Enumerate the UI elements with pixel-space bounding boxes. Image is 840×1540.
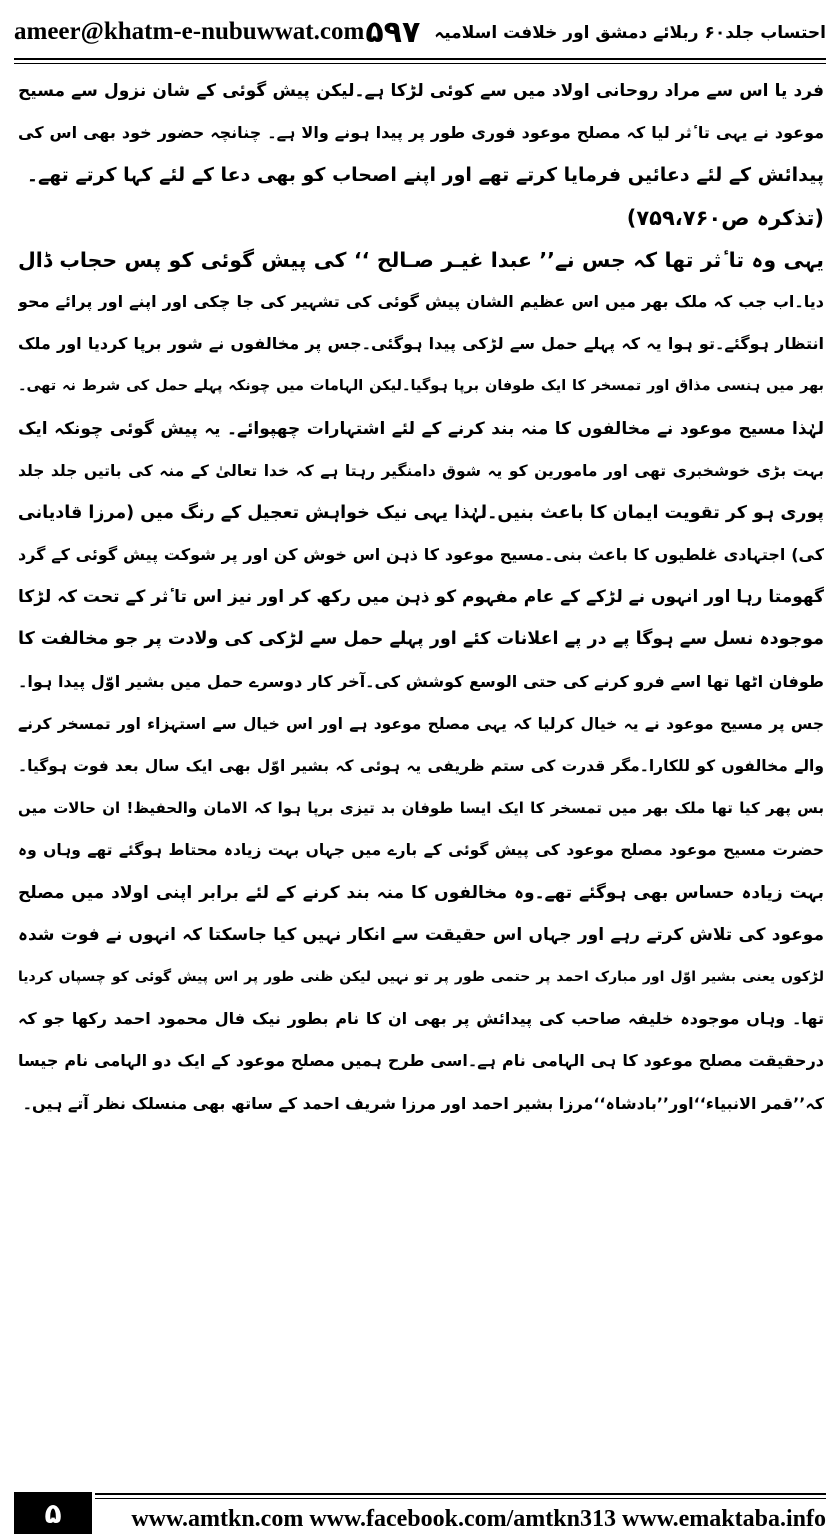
text-line: والے مخالفوں کو للکارا۔مگر قدرت کی ستم ظریفی یہ ہوئی کہ بشیر اوّل بھی ایک سال بعد فوت ہوگیا۔ — [18, 757, 824, 775]
text-line: یہی وہ تا ٔثر تھا کہ جس نے’’ عبدا غیـر صـالح ‘‘ کی پیش گوئی کو پس حجاب ڈال — [18, 247, 824, 272]
text-line: موجودہ نسل سے ہوگا پے در پے اعلانات کئے اور پہلے حمل سے لڑکی کی ولادت پر جو مخالفت کا — [18, 629, 824, 650]
text-line: پوری ہو کر تقویت ایمان کا باعث بنیں۔لہٰذا یہی نیک خواہش تعجیل کے رنگ میں (مرزا قادیانی — [18, 502, 824, 523]
text-line: موعود کی تلاش کرتے رہے اور جہاں اس حقیقت سے انکار نہیں کیا جاسکتا کہ انہوں نے فوت شدہ — [18, 924, 824, 945]
text-line: طوفان اٹھا تھا اسے فرو کرنے کی حتی الوسع کوشش کی۔آخر کار دوسرے حمل میں بشیر اوّل پیدا ہوا۔ — [18, 671, 824, 691]
text-line: تھا۔ وہاں موجودہ خلیفہ صاحب کی پیدائش پر بھی ان کا نام بطور نیک فال محمود احمد رکھا جو کہ — [18, 1009, 824, 1029]
footer-rule-thin — [95, 1498, 826, 1499]
text-line: گھومتا رہا اور انہوں نے لڑکے کے عام مفہوم کو ذہن میں رکھ کر اور نیز اس تا ٔثر کے تحت کہ لڑکا — [18, 587, 824, 608]
footer-page-number: ۵ — [14, 1492, 92, 1534]
footer-links: www.amtkn.com www.facebook.com/amtkn313 www.emaktaba.info — [131, 1505, 826, 1532]
header-rule-thin — [14, 63, 826, 64]
text-line: کہ’’قمر الانبیاء‘‘اور’’بادشاہ‘‘مرزا بشیر احمد اور مرزا شریف احمد کے ساتھ بھی منسلک نظر آتے ہیں۔ — [22, 1093, 824, 1113]
header-page-number: ۵۹۷ — [365, 14, 421, 50]
text-line: دیا۔اب جب کہ ملک بھر میں اس عظیم الشان پیش گوئی کی تشہیر کی جا چکی اور اپنے اور پرائے محو — [18, 291, 824, 311]
text-line: فرد یا اس سے مراد روحانی اولاد میں سے کوئی لڑکا ہے۔لیکن پیش گوئی کے شان نزول سے مسیح — [18, 81, 824, 101]
text-line: بہت بڑی خوشخبری تھی اور مامورین کو یہ شوق دامنگیر رہتا ہے کہ خدا تعالیٰ کے منہ کی باتیں جلد جلد — [18, 461, 824, 480]
page-header — [14, 10, 826, 54]
footer-rule — [95, 1493, 826, 1495]
text-line: انتظار ہوگئے۔تو ہوا یہ کہ پہلے حمل سے لڑکی پیدا ہوگئی۔جس پر مخالفوں نے شور برپا کردیا اور ملک — [18, 334, 824, 354]
text-line: موعود نے یہی تا ٔثر لیا کہ مصلح موعود فوری طور پر پیدا ہونے والا ہے۔ چنانچہ حضور خود بھی اس کی — [18, 123, 824, 143]
text-line: پیدائش کے لئے دعائیں فرمایا کرتے تھے اور اپنے اصحاب کو بھی دعا کے لئے کہا کرتے تھے۔ — [26, 164, 824, 187]
header-right — [365, 15, 826, 50]
text-line: درحقیقت مصلح موعود کا ہی الہامی نام ہے۔اسی طرح ہمیں مصلح موعود کے ایک دو الہامی نام جیسا — [18, 1051, 824, 1071]
text-line: جس پر مسیح موعود نے یہ خیال کرلیا کہ یہی مصلح موعود ہے اور اس خیال سے استہزاء اور تمسخر کرنے — [18, 714, 824, 733]
text-line: حضرت مسیح موعود مصلح موعود کی پیش گوئی کے بارے میں جہاں بہت زیادہ محتاط ہوگئے تھے وہاں وہ — [18, 841, 824, 860]
text-line: لڑکوں یعنی بشیر اوّل اور مبارک احمد پر حتمی طور پر تو نہیں لیکن ظنی طور پر اس پیش گوئی کو چسپاں کردیا — [18, 968, 824, 985]
body-text — [18, 70, 824, 1125]
text-line: بہت زیادہ حساس بھی ہوگئے تھے۔وہ مخالفوں کا منہ بند کرنے کے لئے برابر اپنی اولاد میں مصلح — [18, 882, 824, 903]
header-book-title: احتساب جلد۶۰ ربلائے دمشق اور خلافت اسلامیہ — [434, 22, 826, 43]
header-email: ameer@khatm-e-nubuwwat.com — [14, 18, 365, 45]
header-rule — [14, 58, 826, 60]
text-line: کی) اجتہادی غلطیوں کا باعث بنی۔مسیح موعود کا ذہن اس خوش کن اور پر شوکت پیش گوئی کے گرد — [18, 545, 824, 565]
text-line: لہٰذا مسیح موعود نے مخالفوں کا منہ بند کرنے کے لئے اشتہارات چھپوائے۔ یہ پیش گوئی چونکہ ایک — [18, 418, 824, 439]
reference-line: (تذکرہ ص۷۵۹،۷۶۰) — [626, 205, 824, 230]
text-line: بس پھر کیا تھا ملک بھر میں تمسخر کا ایک ایسا طوفان بد تیزی برپا ہوا کہ الامان والحفیظ! ان حالات میں — [18, 799, 824, 818]
text-line: بھر میں ہنسی مذاق اور تمسخر کا ایک طوفان برپا ہوگیا۔لیکن الہامات میں چونکہ پہلے حمل کی شرط نہ تھی۔ — [18, 378, 824, 395]
